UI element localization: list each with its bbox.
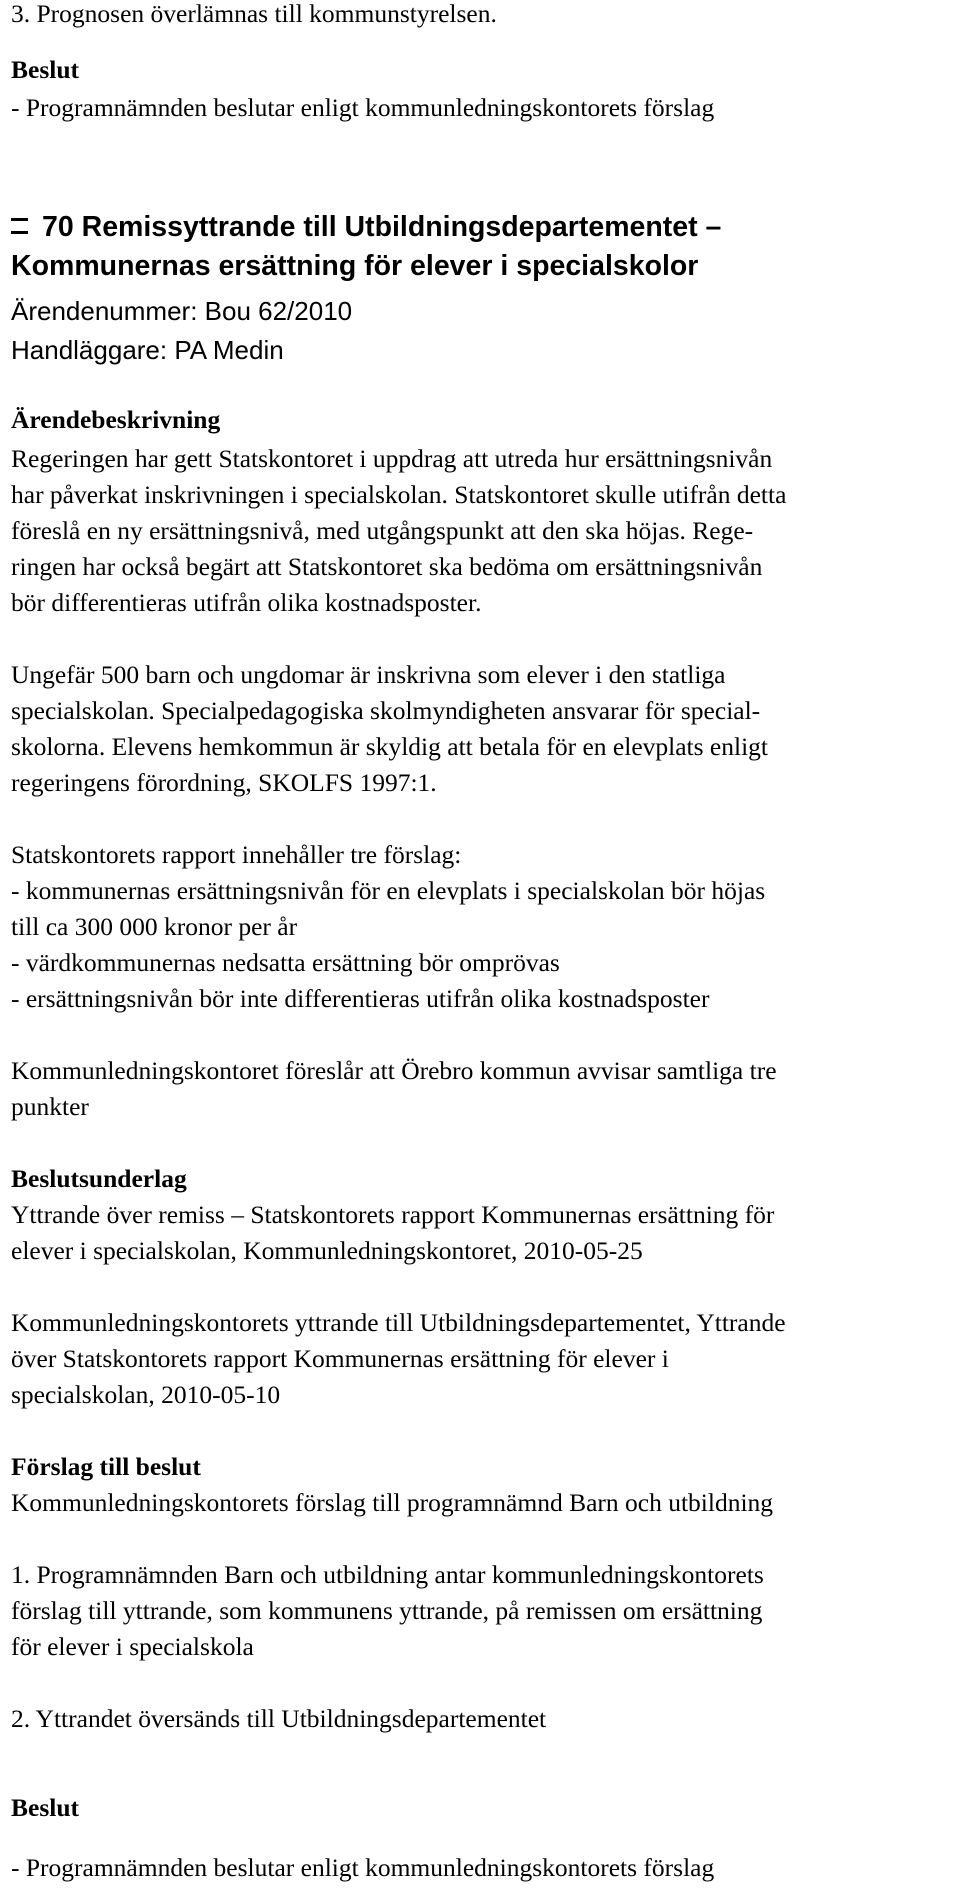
proposal-item2: 2. Yttrandet översänds till Utbildningsdepartementet (11, 1704, 547, 1733)
prognosis-item-3: 3. Prognosen överlämnas till kommunstyrelsen. (11, 0, 497, 28)
description-p1-line: Regeringen har gett Statskontoret i uppdrag att utreda hur ersättningsnivån (11, 444, 773, 473)
description-p3-line: - ersättningsnivån bör inte differentieras utifrån olika kostnadsposter (11, 984, 710, 1013)
beslut-heading: Beslut (11, 55, 80, 84)
case-title-line-2: Kommunernas ersättning för elever i specialskolor (11, 250, 699, 282)
decision-heading: Beslut (11, 1793, 80, 1822)
basis-doc1-line: elever i specialskolan, Kommunledningskontoret, 2010-05-25 (11, 1236, 643, 1265)
basis-doc1-line: Yttrande över remiss – Statskontorets rapport Kommunernas ersättning för (11, 1200, 775, 1229)
proposal-item1-line: förslag till yttrande, som kommunens yttrande, på remissen om ersättning (11, 1596, 763, 1625)
description-p4-line: Kommunledningskontoret föreslår att Örebro kommun avvisar samtliga tre (11, 1056, 777, 1085)
decision-text: - Programnämnden beslutar enligt kommunledningskontorets förslag (11, 1853, 715, 1882)
description-p1-line: föreslå en ny ersättningsnivå, med utgångspunkt att den ska höjas. Rege- (11, 516, 754, 545)
proposal-heading: Förslag till beslut (11, 1452, 201, 1481)
description-p1-line: ringen har också begärt att Statskontoret ska bedöma om ersättningsnivån (11, 552, 763, 581)
description-p1-line: har påverkat inskrivningen i specialskolan. Statskontoret skulle utifrån detta (11, 480, 787, 509)
description-p3-line: till ca 300 000 kronor per år (11, 912, 298, 941)
description-p2-line: Ungefär 500 barn och ungdomar är inskrivna som elever i den statliga (11, 660, 726, 689)
proposal-item1-line: 1. Programnämnden Barn och utbildning antar kommunledningskontorets (11, 1560, 764, 1589)
description-heading: Ärendebeskrivning (11, 405, 221, 434)
case-title-text: 70 Remissyttrande till Utbildningsdepartementet – (42, 211, 722, 243)
case-handler: Handläggare: PA Medin (11, 335, 284, 365)
proposal-item1-line: för elever i specialskola (11, 1632, 254, 1661)
case-number: Ärendenummer: Bou 62/2010 (11, 296, 353, 326)
description-p3-line: Statskontorets rapport innehåller tre förslag: (11, 840, 462, 869)
description-p4-line: punkter (11, 1092, 89, 1121)
basis-doc2-line: över Statskontorets rapport Kommunernas ersättning för elever i (11, 1344, 669, 1373)
beslut-text: - Programnämnden beslutar enligt kommunledningskontorets förslag (11, 93, 715, 122)
description-p3-line: - kommunernas ersättningsnivån för en elevplats i specialskolan bör höjas (11, 876, 766, 905)
description-p2-line: skolorna. Elevens hemkommun är skyldig att betala för en elevplats enligt (11, 732, 769, 761)
basis-heading: Beslutsunderlag (11, 1164, 187, 1193)
heading-marker-icon (11, 218, 28, 234)
proposal-intro: Kommunledningskontorets förslag till programnämnd Barn och utbildning (11, 1488, 774, 1517)
description-p2-line: regeringens förordning, SKOLFS 1997:1. (11, 768, 437, 797)
description-p3-line: - värdkommunernas nedsatta ersättning bör omprövas (11, 948, 560, 977)
basis-doc2-line: Kommunledningskontorets yttrande till Utbildningsdepartementet, Yttrande (11, 1308, 786, 1337)
description-p1-line: bör differentieras utifrån olika kostnadsposter. (11, 588, 482, 617)
case-title-line-1 (11, 208, 721, 246)
description-p2-line: specialskolan. Specialpedagogiska skolmyndigheten ansvarar för special- (11, 696, 761, 725)
basis-doc2-line: specialskolan, 2010-05-10 (11, 1380, 281, 1409)
